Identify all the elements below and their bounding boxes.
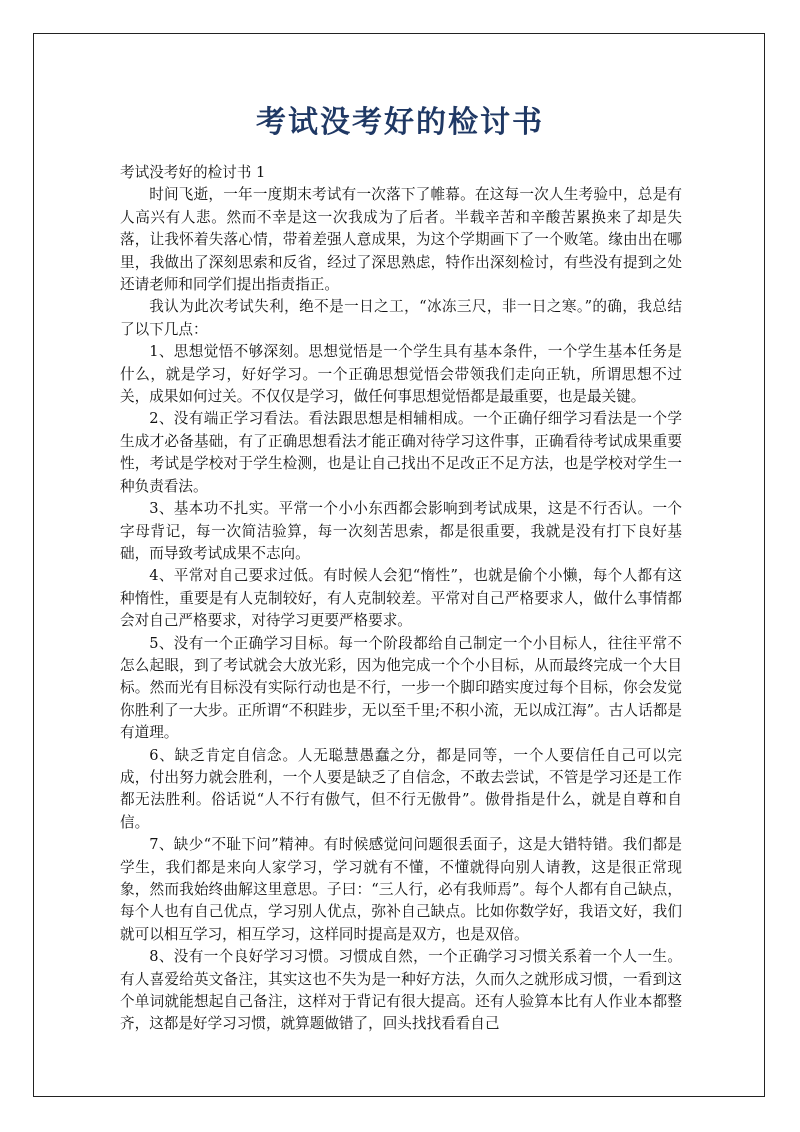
paragraph: 3、基本功不扎实。平常一个小小东西都会影响到考试成果，这是不行否认。一个字母背记，每一次简洁验算，每一次刻苦思索，都是很重要，我就是没有打下良好基础，而导致考试成果不志向。: [120, 500, 682, 562]
section-heading: 考试没考好的检讨书 1: [120, 164, 266, 181]
paragraph: 1、思想觉悟不够深刻。思想觉悟是一个学生具有基本条件，一个学生基本任务是什么，就是学习，好好学习。一个正确思想觉悟会带领我们走向正轨，所谓思想不过关，成果如何过关。不仅仅是学习，做任何事思想觉悟都是最重要，也是最关键。: [120, 343, 682, 406]
paragraph: 4、平常对自己要求过低。有时候人会犯“惰性”，也就是偷个小懒，每个人都有这种惰性，重要是有人克制较好，有人克制较差。平常对自己严格要求人，做什么事情都会对自己严格要求，对待学习更要严格要求。: [120, 567, 682, 630]
paragraph: 8、没有一个良好学习习惯。习惯成自然，一个正确学习习惯关系着一个人一生。有人喜爱给英文备注，其实这也不失为是一种好方法，久而久之就形成习惯，一看到这个单词就能想起自己备注，这样对于背记有很大提高。还有人验算本比有人作业本都整齐，这都是好学习习惯，就算题做错了，回头找找看看自己: [120, 948, 682, 1033]
document-title: 考试没考好的检讨书: [256, 105, 544, 140]
paragraph: 7、缺少“不耻下问”精神。有时候感觉问问题很丢面子，这是大错特错。我们都是学生，我们都是来向人家学习，学习就有不懂，不懂就得向别人请教，这是很正常现象，然而我始终曲解这里意思。子曰：“三人行，必有我师焉”。每个人都有自己缺点，每个人也有自己优点，学习别人优点，弥补自己缺点。比如你数学好，我语文好，我们就可以相互学习，相互学习，这样同时提高是双方，也是双倍。: [120, 836, 682, 943]
paragraph: 时间飞逝，一年一度期末考试有一次落下了帷幕。在这每一次人生考验中，总是有人高兴有人悲。然而不幸是这一次我成为了后者。半载辛苦和辛酸苦累换来了却是失落，让我怀着失落心情，带着差强人意成果，为这个学期画下了一个败笔。缘由出在哪里，我做出了深刻思索和反省，经过了深思熟虑，特作出深刻检讨，有些没有提到之处还请老师和同学们提出指责指正。: [120, 186, 682, 294]
paragraph: 5、没有一个正确学习目标。每一个阶段都给自己制定一个小目标人，往往平常不怎么起眼，到了考试就会大放光彩，因为他完成一个个小目标，从而最终完成一个大目标。然而光有目标没有实际行动也是不行，一步一个脚印踏实度过每个目标，你会发觉你胜利了一大步。正所谓“不积跬步，无以至千里;不积小流，无以成江海”。古人话都是有道理。: [120, 634, 682, 742]
paragraph: 我认为此次考试失利，绝不是一日之工，“冰冻三尺，非一日之寒。”的确，我总结了以下几点：: [120, 298, 682, 338]
paragraph: 6、缺乏肯定自信念。人无聪慧愚蠢之分，都是同等，一个人要信任自己可以完成，付出努力就会胜利，一个人要是缺乏了自信念，不敢去尝试，不管是学习还是工作都无法胜利。俗话说“人不行有傲气，但不行无傲骨”。傲骨指是什么，就是自尊和自信。: [120, 746, 682, 831]
document-body: [120, 162, 682, 1036]
paragraph: 2、没有端正学习看法。看法跟思想是相辅相成。一个正确仔细学习看法是一个学生成才必备基础，有了正确思想看法才能正确对待学习这件事，正确看待考试成果重要性，考试是学校对于学生检测，也是让自己找出不足改正不足方法，也是学校对学生一种负责看法。: [120, 410, 682, 495]
